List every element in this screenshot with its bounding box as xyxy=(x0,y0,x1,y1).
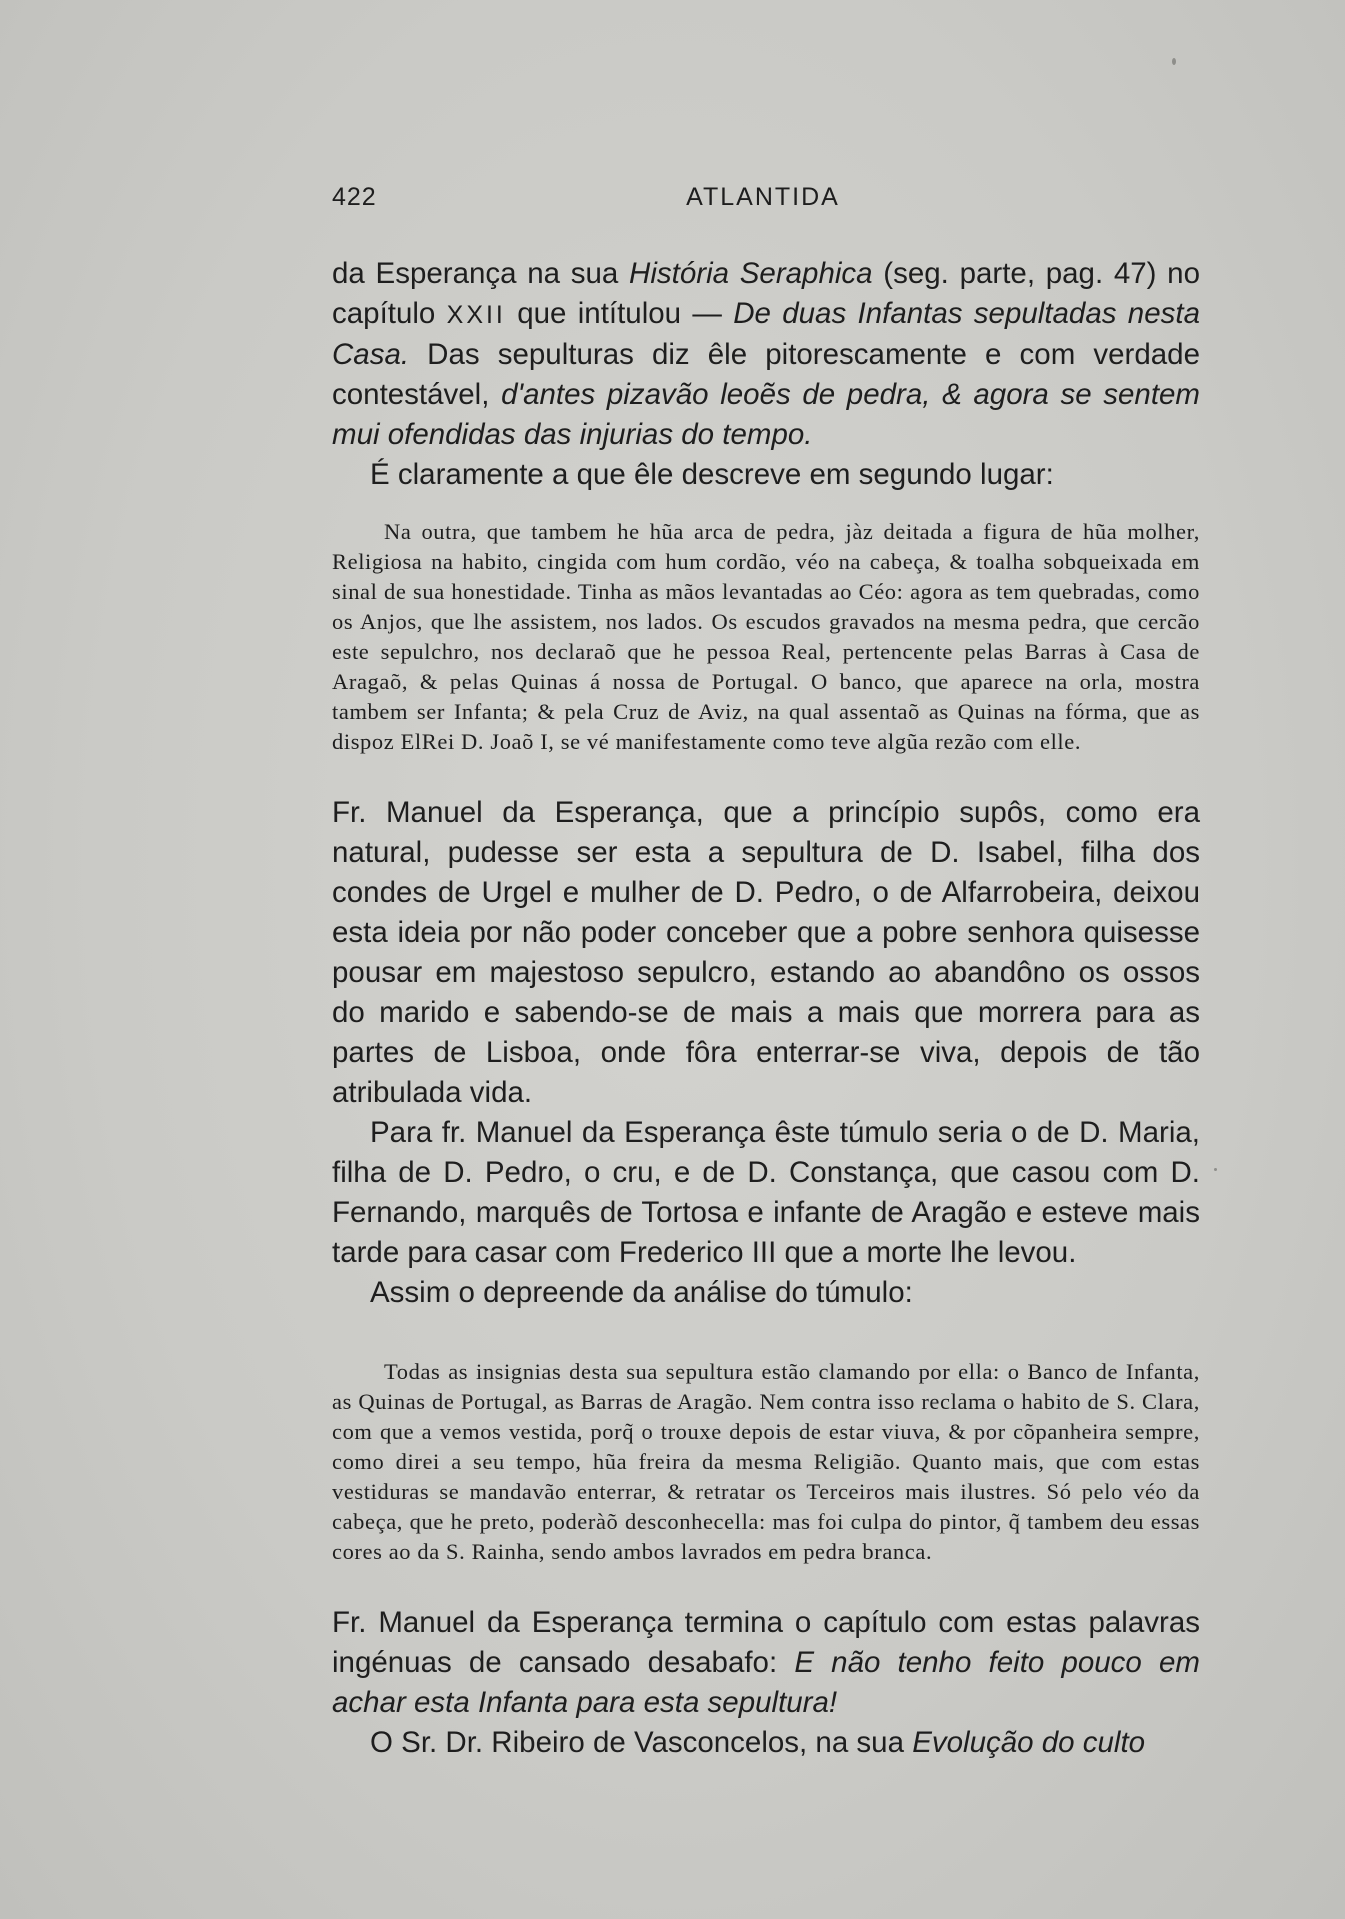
paragraph-2: É claramente a que êle descreve em segundo lugar: xyxy=(370,458,1054,491)
page-body xyxy=(332,254,1200,1763)
block-quote-1: Na outra, que tambem he hũa arca de pedra, jàz deitada a figura de hũa molher, Religiosa na habito, cingida com hum cordão, véo na cabeça, & toalha sobqueixada em sinal de sua honestidade. Tinha as mãos levantadas ao Céo: agora as tem quebradas, como os Anjos, que lhe assistem, nos lados. Os escudos gravados na mesma pedra, que cercão este sepulchro, nos declaraõ que he pessoa Real, pertencente pelas Barras à Casa de Aragaõ, & pelas Quinas á nossa de Portugal. O banco, que aparece na orla, mostra tambem ser Infanta; & pela Cruz de Aviz, na qual assentaõ as Quinas na fórma, que as dispoz ElRei D. Joaõ I, se vé manifestamente como teve algũa rezão com elle. xyxy=(332,519,1200,754)
running-title: ATLANTIDA xyxy=(686,183,840,211)
page-number: 422 xyxy=(332,183,377,211)
work-title-evolucao-do-culto: Evolução do culto xyxy=(912,1726,1146,1759)
paragraph-1-text-c: que intítulou — xyxy=(505,297,734,330)
paragraph-3: Fr. Manuel da Esperança, que a princípio supôs, como era natural, pudesse ser esta a sepultura de D. Isabel, filha dos condes de Urgel e mulher de D. Pedro, o de Alfarrobeira, deixou esta ideia por não poder conceber que a pobre senhora quisesse pousar em majestoso sepulcro, estando ao abandôno os ossos do marido e sabendo-se de mais a mais que morrera para as partes de Lisboa, onde fôra enterrar-se viva, depois de tão atribulada vida. xyxy=(332,796,1200,1109)
inline-quotation: d'antes pizavão leoẽs de pedra, & agora se sentem mui ofendidas das injurias do tempo. xyxy=(332,378,1200,451)
paragraph-6-text: Fr. Manuel da Esperança termina o capítulo com estas palavras ingénuas de cansado desabafo: xyxy=(332,1606,1200,1679)
paragraph-6 xyxy=(332,1603,1200,1723)
paragraph-4: Para fr. Manuel da Esperança êste túmulo seria o de D. Maria, filha de D. Pedro, o cru, e de D. Constança, que casou com D. Fernando, marquês de Tortosa e infante de Aragão e esteve mais tarde para casar com Frederico III que a morte lhe levou. xyxy=(332,1116,1200,1269)
paper-speck xyxy=(1214,1168,1217,1171)
paragraph-7-text: O Sr. Dr. Ribeiro de Vasconcelos, na sua xyxy=(370,1726,913,1759)
block-quote-2: Todas as insignias desta sua sepultura estão clamando por ella: o Banco de Infanta, as Quinas de Portugal, as Barras de Aragão. Nem contra isso reclama o habito de S. Clara, com que a vemos vestida, porq̃ o trouxe depois de estar viuva, & por cõpanheira sempre, como direi a seu tempo, hũa freira da mesma Religião. Quanto mais, que com estas vestiduras se mandavão enterrar, & retratar os Terceiros mais ilustres. Só pelo véo da cabeça, que he preto, poderàõ desconhecella: mas foi culpa do pintor, q̃ tambem deu essas cores ao da S. Rainha, sendo ambos lavrados em pedra branca. xyxy=(332,1359,1200,1564)
paragraph-1-text-d: Das sepulturas diz êle pitorescamente e com verdade contestável, xyxy=(332,338,1200,411)
paper-speck xyxy=(1172,58,1176,65)
paragraph-1-text-a: da Esperança na sua xyxy=(332,257,630,290)
paragraph-1 xyxy=(332,254,1200,455)
paragraph-6-quotation: E não tenho feito pouco em achar esta Infanta para esta sepultura! xyxy=(332,1646,1200,1719)
page-header xyxy=(332,183,1194,223)
paragraph-5: Assim o depreende da análise do túmulo: xyxy=(370,1276,913,1309)
book-title-historia-seraphica: História Seraphica xyxy=(629,257,873,290)
paragraph-7 xyxy=(332,1723,1200,1763)
paragraph-1-text-b: (seg. parte, pag. 47) no capítulo xyxy=(332,257,1200,330)
chapter-title: De duas Infantas sepultadas nesta Casa. xyxy=(332,297,1200,371)
chapter-number: XXII xyxy=(446,301,506,329)
